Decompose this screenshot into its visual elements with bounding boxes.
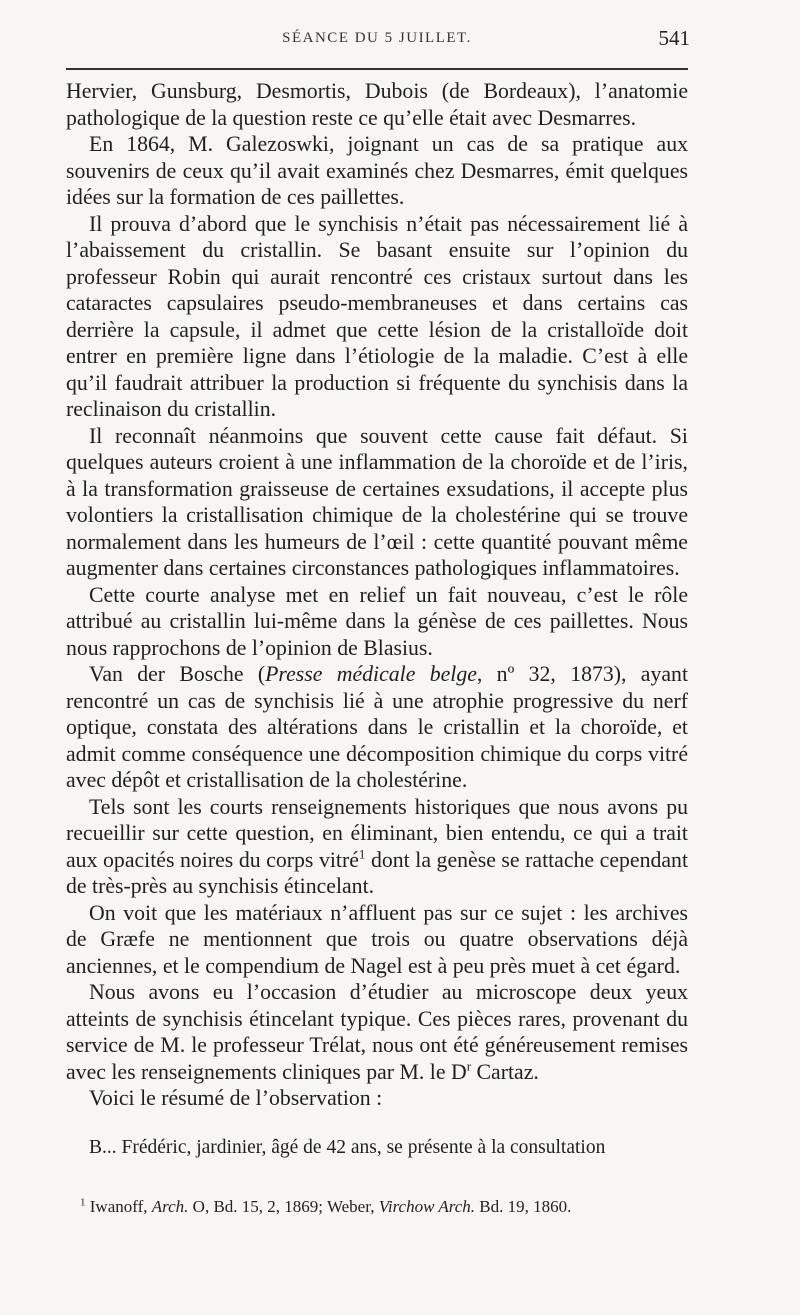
- footnote: [80, 1196, 690, 1218]
- text-span: Tels sont les courts renseignements historiques que nous avons pu recueillir sur cette question, en éliminant, bien entendu, ce qui a trait aux opacités noires du corps vitré: [66, 794, 688, 872]
- footnote-mark: 1: [80, 1196, 86, 1209]
- footnote-journal: Arch.: [151, 1197, 189, 1216]
- text-span: Nous avons eu l’occasion d’étudier au microscope deux yeux atteints de synchisis étincelant typique. Ces pièces rares, provenant du service de M. le professeur Trélat, nous ont été généreusement remises avec les renseignements cliniques par M. le D: [66, 980, 688, 1084]
- journal-title: Presse médicale belge: [265, 662, 477, 686]
- text-span: dont la genèse se rattache cependant de très-près au synchisis étincelant.: [66, 847, 689, 898]
- paragraph-cholesterine: Il reconnaît néanmoins que souvent cette cause fait défaut. Si quelques auteurs croient à une inflammation de la choroïde et de l’iris, à la transformation graisseuse de certaines exsudations, il accepte plus volontiers la cristallisation chimique de la cholestérine qui se trouve normalement dans les humeurs de l’œil : cette quantité pouvant même augmenter dans certaines circonstances pathologiques inflammatoires.: [66, 423, 688, 580]
- paragraph-graefe: On voit que les matériaux n’affluent pas sur ce sujet : les archives de Græfe ne mentionnent que trois ou quatre observations déjà anciennes, et le compendium de Nagel est à peu près muet à cet égard.: [66, 900, 688, 978]
- header-rule: [66, 68, 688, 70]
- footnote-author: Iwanoff,: [89, 1197, 148, 1216]
- footnote-reference-text: O, Bd. 15, 2, 1869; Weber,: [192, 1197, 375, 1216]
- footnote-reference: 1: [358, 846, 366, 862]
- footnote-reference-text: Bd. 19, 1860.: [479, 1197, 572, 1216]
- observation-line: B... Frédéric, jardinier, âgé de 42 ans, se présente à la consultation: [89, 1136, 606, 1158]
- text-span: Cartaz.: [471, 1059, 539, 1084]
- body-text: [66, 78, 688, 1160]
- text-span: Van der Bosche (: [89, 662, 266, 686]
- paragraph-van-der-bosche: [66, 661, 688, 794]
- page-number: 541: [658, 26, 690, 50]
- running-title: SÉANCE DU 5 JUILLET.: [282, 30, 472, 46]
- superscript: r: [466, 1058, 472, 1074]
- paragraph-galezowski: En 1864, M. Galezoswki, joignant un cas de sa pratique aux souvenirs de ceux qu’il avait examinés chez Desmarres, émit quelques idées sur la formation de ces paillettes.: [66, 132, 688, 209]
- paragraph-tels-sont: [66, 794, 688, 900]
- paragraph-microscope: [66, 979, 688, 1085]
- paragraph-continuation: Hervier, Gunsburg, Desmortis, Dubois (de Bordeaux), l’anatomie pathologique de la question reste ce qu’elle était avec Desmarres.: [66, 79, 688, 130]
- footnote-journal: Virchow Arch.: [378, 1197, 476, 1216]
- paragraph-analyse: Cette courte analyse met en relief un fait nouveau, c’est le rôle attribué au cristallin lui-même dans la génèse de ces paillettes. Nous nous rapprochons de l’opinion de Blasius.: [66, 582, 688, 660]
- running-head: [66, 26, 688, 58]
- paragraph-robin: Il prouva d’abord que le synchisis n’était pas nécessairement lié à l’abaissement du cristallin. Se basant ensuite sur l’opinion du professeur Robin qui aurait rencontré ces cristaux surtout dans les cataractes capsulaires pseudo-membraneuses et dans certains cas derrière la capsule, il admet que cette lésion de la cristalloïde doit entrer en première ligne dans l’étiologie de la maladie. C’est à elle qu’il faudrait attribuer la production si fréquente du synchisis dans la reclinaison du cristallin.: [66, 211, 688, 421]
- paragraph-voici: Voici le résumé de l’observation :: [89, 1086, 383, 1110]
- text-span: , nº 32, 1873), ayant rencontré un cas de synchisis lié à une atrophie progressive du nerf optique, constata des altérations dans le cristallin et la choroïde, et admit comme conséquence une décomposition chimique du corps vitré avec dépôt et cristallisation de la cholestérine.: [66, 662, 689, 792]
